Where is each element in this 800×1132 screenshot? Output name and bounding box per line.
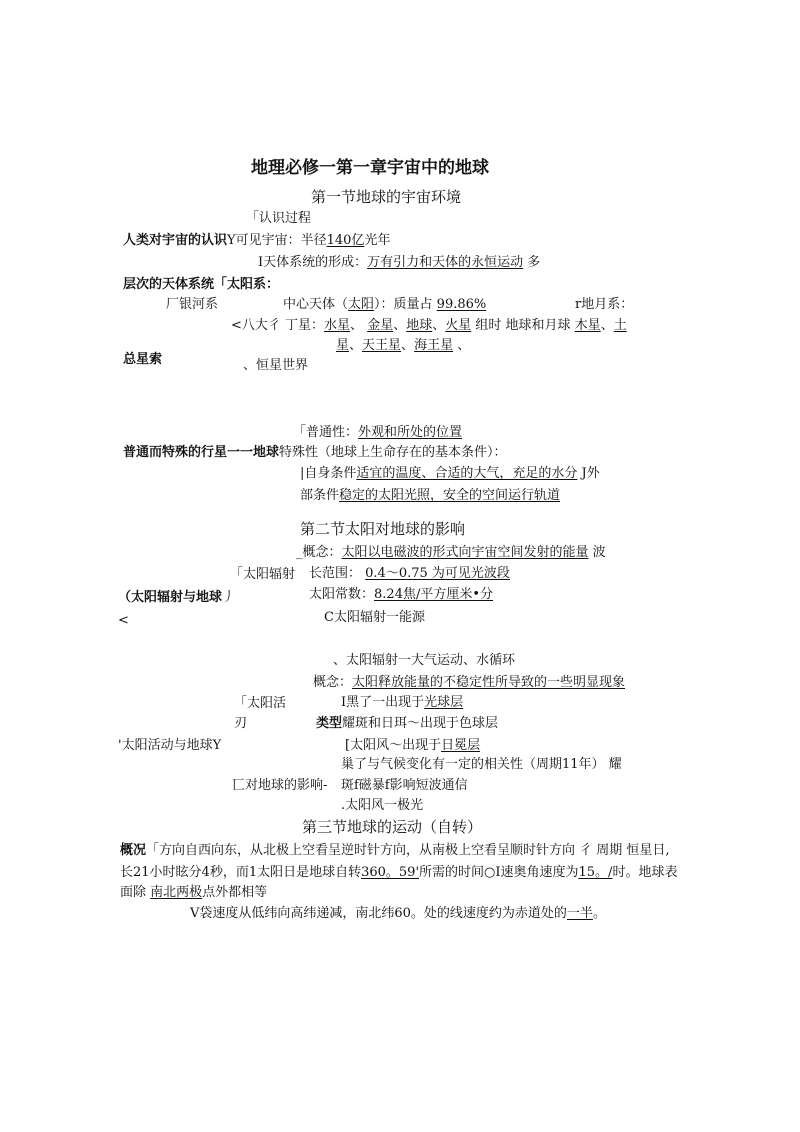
chao-line: 巢了与气候变化有一定的相关性（周期11年） 耀 [341,757,622,772]
zhongxin-sun: 太阳 [348,297,375,312]
hengxing-label: 、恒星世界 [243,358,309,373]
hd-gainian-line [313,674,625,691]
section-1-heading: 第一节地球的宇宙环境 [311,188,462,206]
fushe-left-label: （太阳辐射与地球 [118,590,223,605]
kejian-tail: 光年 [364,233,391,248]
zongxing-label: 总星索 [123,352,163,367]
tianti-text: I天体系统的形成： [258,255,368,270]
zhongxin-line [283,296,486,313]
s3-line-3-a: 面除 [120,885,151,900]
hd-left-label: '太阳活动与地球Y [118,738,222,753]
bochang-underlined: 0.4～0.75 为可见光波段 [365,566,510,581]
renshi-line [123,232,390,249]
zishen-text: |自身条件 [300,466,357,481]
planet-venus: 金星 [367,318,394,333]
section-2-heading: 第二节太阳对地球的影响 [300,520,466,538]
cengci-line: 层次的天体系统「太阳系： [123,277,280,292]
taiyangfeng-text: [太阳风～出现于 [345,738,442,753]
s3-line-4 [190,905,606,922]
gaikuang-label: 概况 [120,843,147,858]
yaoban-line [316,715,498,732]
bada-prefix: <八大彳 丁星： [231,318,325,333]
s3-poles: 南北两极 [150,885,203,900]
sep: 、 [393,318,407,333]
renshi-label: 人类对宇宙的认识 [123,233,228,248]
zishen-tail: J外 [577,466,600,481]
planet-saturn: 土 [613,318,627,333]
bochang-line [309,565,510,582]
zhongxin-percent: 99.86% [436,297,487,312]
waibu-text: 部条件 [300,488,340,503]
s3-angle: 360。59' [361,865,420,880]
lt-mark: < [118,613,129,628]
section-3-heading: 第三节地球的运动（自转） [302,818,483,836]
planets-line-2 [336,337,470,354]
tesu-text: 特殊性（地球上生命存在的基本条件）： [279,445,507,460]
planet-earth: 地球 [406,318,433,333]
waibu-line [300,487,560,504]
fushe-left-bracket: 丿 [222,590,236,605]
kejian-value: 140亿 [326,233,365,248]
planet-jupiter: 木星 [574,318,601,333]
zhongxin-text-2: ）：质量占 [374,297,437,312]
kejian-text: Y可见宇宙：半径 [227,233,327,248]
s3-line-3 [120,884,267,901]
s3-angular-speed: 15。/ [578,865,613,880]
s3-line-2-a: 长21小时眩分4秒，而1太阳日是地球自转 [120,865,362,880]
daqi-line: 、太阳辐射一大气运动、水循环 [333,653,516,668]
taiyangfeng-line [345,737,480,754]
s3-line-2-c: 时。地球表 [612,865,678,880]
bochang-text: 长范围： [309,566,366,581]
hd-gainian-underlined: 太阳释放能量的不稳定性所导致的一些明显现象 [352,675,626,690]
sep: 、 [600,318,614,333]
ren-mark: 刃 [234,716,248,731]
tianti-tail: 多 [523,255,541,270]
planet-mercury: 水星 [324,318,351,333]
zhongxin-text: 中心天体（ [283,297,349,312]
hd-gainian-text: 概念： [313,675,353,690]
s3-line-4-a: V袋速度从低纬向高纬递减，南北纬60。处的线速度约为赤道处的 [190,906,567,921]
heizi-line [341,694,463,711]
huodong-bracket: 「太阳活 [234,696,287,711]
planet-uranus: 天王星 [362,338,402,353]
planet-mars: 火星 [445,318,472,333]
s3-line-3-b: 点外都相等 [202,885,268,900]
planets-end: 、 [453,338,471,353]
renshi-bracket: 「认识过程 [246,211,312,226]
zushi-text: 组时 地球和月球 [471,318,575,333]
heizi-text: I黑了一出现于 [341,695,425,710]
gainian-text: _概念： [296,545,342,560]
putong-underlined: 外观和所处的位置 [358,425,463,440]
tesu-line [123,444,507,461]
fushe-bracket: 「太阳辐射 [230,567,296,582]
tesu-label: 普通而特殊的行星一一地球 [123,445,280,460]
sep: 、 [350,318,368,333]
s3-line-4-b: 。 [592,906,606,921]
nengyuan-line: C太阳辐射一能源 [324,610,425,625]
gainian-underlined: 太阳以电磁波的形式向宇宙空间发射的能量 [341,545,589,560]
yaoban-text: 耀斑和日珥～出现于色球层 [342,716,499,731]
waibu-underlined: 稳定的太阳光照，安全的空间运行轨道 [339,488,561,503]
changshu-underlined: 8.24焦/平方厘米•分 [374,587,494,602]
yingxiang-label: 匸对地球的影响- [232,778,328,793]
putong-line [293,424,462,441]
zishen-line [300,465,600,482]
tianti-underlined: 万有引力和天体的永恒运动 [367,255,524,270]
s3-half: 一半 [566,906,593,921]
planet-saturn-end: 星 [336,338,350,353]
planet-neptune: 海王星 [414,338,454,353]
gainian-tail: 波 [588,545,606,560]
s3-line-2 [120,864,677,881]
leixing-label: 类型 [316,716,343,731]
sep: 、 [349,338,363,353]
s3-line-1-text: 「方向自西向东，从北极上空看呈逆时针方向，从南极上空看呈顺时针方向 彳 周期 恒星日, [146,843,670,858]
planets-line-1 [231,317,627,334]
sep: 、 [432,318,446,333]
changshu-text: 太阳常数： [309,587,375,602]
changshu-line [309,586,493,603]
yinhe-label: 厂银河系 [166,297,219,312]
taiyangfeng-underlined: 日冕层 [441,738,481,753]
zishen-underlined: 适宜的温度、合适的大气，充足的水分 [356,466,578,481]
s3-line-1 [120,842,670,859]
diyue-label: r地月系： [575,297,634,312]
heizi-underlined: 光球层 [424,695,464,710]
sep: 、 [401,338,415,353]
gainian-line [296,544,606,561]
page-title: 地理必修一第一章宇宙中的地球 [251,158,489,178]
fengji-line: .太阳风一极光 [341,798,424,813]
putong-text: 「普通性： [293,425,359,440]
s3-line-2-b: 所需的时间○I速奥角速度为 [419,865,579,880]
fushe-left-line [118,589,235,606]
tianti-line [258,254,540,271]
cibao-line: 斑f磁暴f影响短波通信 [341,778,468,793]
